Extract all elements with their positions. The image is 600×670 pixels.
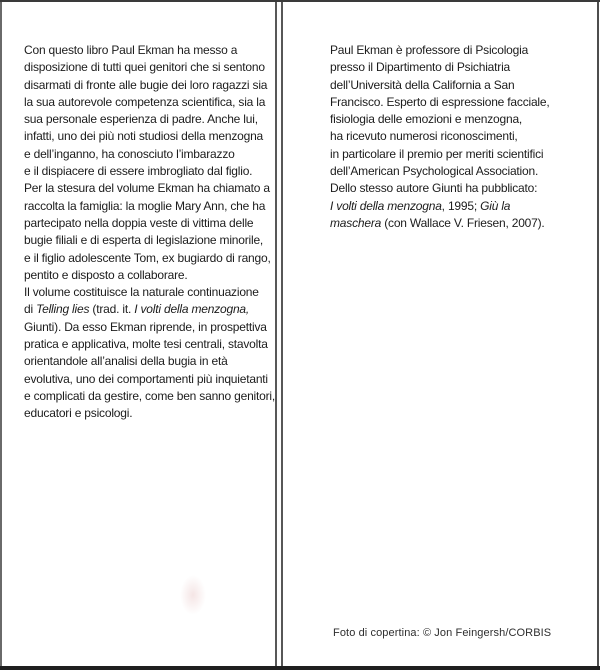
text-line: dell’Università della California a San — [330, 77, 515, 92]
text-line: maschera (con Wallace V. Friesen, 2007). — [330, 215, 545, 230]
scan-bottom-edge — [0, 666, 600, 670]
text-line: e dell’inganno, ha conosciuto l’imbarazzo — [24, 146, 235, 161]
text-line: bugie filiali e di esperta di legislazione minorile, — [24, 233, 264, 248]
text-line: Francisco. Esperto di espressione facciale, — [330, 94, 550, 109]
left-flap-text — [24, 42, 275, 423]
text-line: Il volume costituisce la naturale continuazione — [24, 285, 259, 300]
left-flap-panel — [0, 0, 277, 670]
text-line: orientandole all’analisi della bugia in età — [24, 354, 228, 369]
right-flap-panel — [281, 0, 599, 670]
text-line: I volti della menzogna, 1995; Giù la — [330, 198, 511, 213]
text-line: partecipato nella doppia veste di vittima delle — [24, 215, 254, 230]
text-line: Con questo libro Paul Ekman ha messo a — [24, 43, 238, 57]
text-line: pentito e disposto a collaborare. — [24, 267, 188, 282]
text-line: sua personale esperienza di padre. Anche lui, — [24, 112, 258, 127]
text-line: e il dispiacere di essere imbrogliato dal figlio. — [24, 164, 253, 179]
text-line: Paul Ekman è professore di Psicologia — [330, 43, 529, 57]
text-line: e il figlio adolescente Tom, ex bugiardo di rango, — [24, 250, 271, 265]
text-line: in particolare il premio per meriti scientifici — [330, 146, 544, 161]
scan-smudge — [180, 575, 206, 615]
text-line: presso il Dipartimento di Psichiatria — [330, 60, 511, 75]
text-line: pratica e applicativa, molte tesi centrali, stavolta — [24, 337, 268, 352]
text-line: fisiologia delle emozioni e menzogna, — [330, 112, 523, 127]
text-line: educatori e psicologi. — [24, 406, 133, 421]
text-line: e complicati da gestire, come ben sanno genitori, — [24, 388, 276, 403]
text-line: disarmati di fronte alle bugie dei loro ragazzi sia — [24, 77, 268, 92]
photo-credit: Foto di copertina: © Jon Feingersh/CORBIS — [333, 627, 552, 639]
text-line: Per la stesura del volume Ekman ha chiamato a — [24, 181, 270, 196]
text-line: raccolta la famiglia: la moglie Mary Ann, che ha — [24, 198, 266, 213]
text-line: dell’American Psychological Association. — [330, 164, 539, 179]
text-line: ha ricevuto numerosi riconoscimenti, — [330, 129, 518, 144]
right-flap-text — [330, 42, 550, 232]
text-line: Giunti). Da esso Ekman riprende, in prospettiva — [24, 319, 267, 334]
text-line: la sua autorevole competenza scientifica, sia la — [24, 94, 266, 109]
text-line: Dello stesso autore Giunti ha pubblicato: — [330, 181, 538, 196]
text-line: di Telling lies (trad. it. I volti della menzogna, — [24, 302, 250, 317]
text-line: disposizione di tutti quei genitori che si sentono — [24, 60, 265, 75]
text-line: evolutiva, uno dei comportamenti più inquietanti — [24, 371, 268, 386]
scan-top-edge — [0, 0, 600, 2]
text-line: infatti, uno dei più noti studiosi della menzogna — [24, 129, 264, 144]
